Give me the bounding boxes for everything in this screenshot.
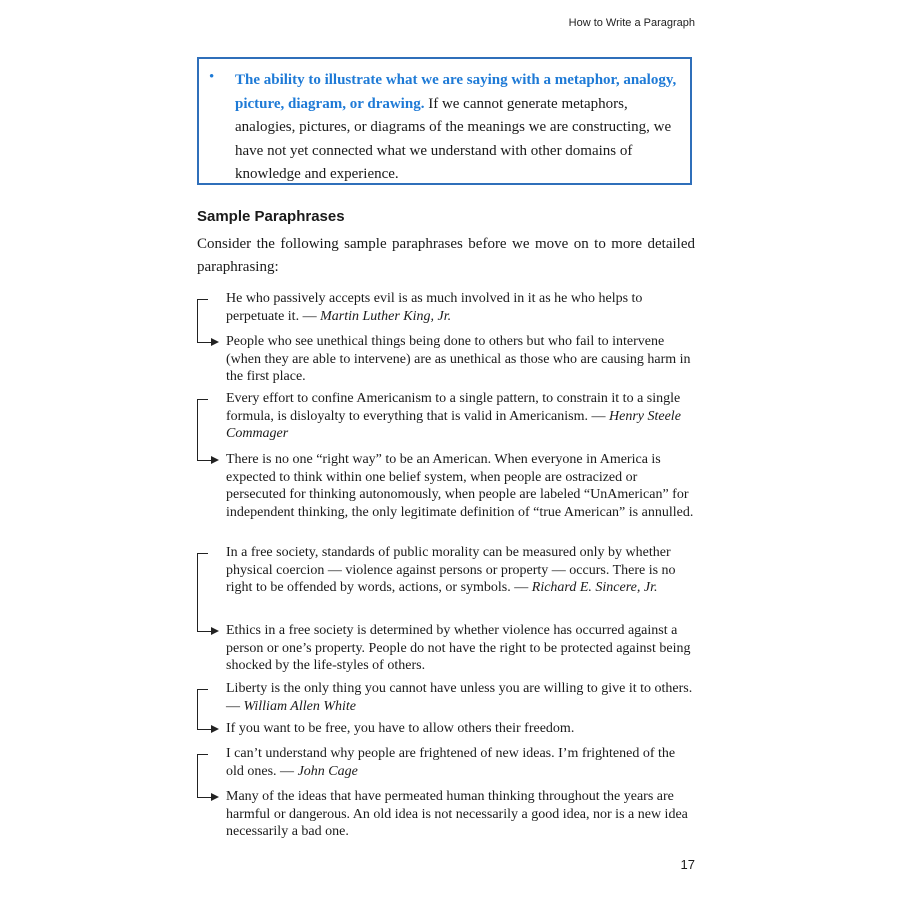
quote-text: I can’t understand why people are frightened of new ideas. I’m frightened of the old ones. — John Cage xyxy=(226,746,676,779)
paraphrase-text: There is no one “right way” to be an American. When everyone in America is expected to think within one belief system, when people are ostracized or persecuted for thinking autonomously, when people are labeled “UnAmerican” for independent thinking, the only legitimate definition of “true American” is annulled. xyxy=(226,452,694,520)
bullet-icon: • xyxy=(209,69,215,85)
paraphrase-text: Ethics in a free society is determined by whether violence has occurred against a person or one’s property. People do not have the right to be protected against being shocked by the life-styles of others. xyxy=(226,623,691,673)
quote-author: William Allen White xyxy=(243,698,357,714)
intro-paragraph: Consider the following sample paraphrases before we move on to more detailed paraphrasing: xyxy=(197,236,695,275)
quote-text: Liberty is the only thing you cannot have unless you are willing to give it to others. — William Allen White xyxy=(226,681,693,714)
bracket-line xyxy=(197,299,208,343)
quote-author: Martin Luther King, Jr. xyxy=(320,308,452,324)
quote-author: Richard E. Sincere, Jr. xyxy=(531,580,658,595)
quote-text: He who passively accepts evil is as much involved in it as he who helps to perpetuate it. — Martin Luther King, Jr. xyxy=(226,291,643,324)
paraphrase-pair xyxy=(197,680,697,740)
callout-highlight: The ability to illustrate what we are saying with a metaphor, analogy, picture, diagram, or drawing. xyxy=(235,72,677,112)
paraphrase-pair xyxy=(197,544,697,674)
paraphrase-pair xyxy=(197,290,697,384)
arrow-right-icon xyxy=(211,793,219,801)
bracket-line xyxy=(197,399,208,461)
quote-text: Every effort to confine Americanism to a single pattern, to constrain it to a single formula, is disloyalty to everything that is valid in Americanism. — Henry Steele Commager xyxy=(226,391,681,441)
paraphrase-pair xyxy=(197,390,697,540)
running-header: How to Write a Paragraph xyxy=(568,17,695,29)
callout-box xyxy=(197,57,692,185)
arrow-right-icon xyxy=(211,725,219,733)
quote-text: In a free society, standards of public morality can be measured only by whether physical coercion — violence against persons or property — occurs. There is no right to be offended by words, actions, or symbols. — Richard E. Sincere, Jr. xyxy=(226,545,676,595)
callout-text xyxy=(235,69,685,187)
callout-body: If we cannot generate metaphors, analogies, pictures, or diagrams of the meanings we are constructing, we have not yet connected what we understand with other domains of knowledge and experience. xyxy=(235,95,672,182)
bracket-line xyxy=(197,754,208,798)
section-heading: Sample Paraphrases xyxy=(197,208,345,225)
arrow-right-icon xyxy=(211,338,219,346)
paraphrase-text: Many of the ideas that have permeated human thinking throughout the years are harmful or dangerous. An old idea is not necessarily a good idea, nor is a new idea necessarily a bad one. xyxy=(226,789,688,839)
paraphrase-text: People who see unethical things being done to others but who fail to intervene (when they are able to intervene) are as unethical as those who are causing harm in the first place. xyxy=(226,334,691,384)
paraphrase-pair xyxy=(197,745,697,845)
bracket-line xyxy=(197,553,208,632)
bracket-line xyxy=(197,689,208,730)
page-number: 17 xyxy=(680,857,695,872)
quote-author: Henry Steele Commager xyxy=(226,408,681,441)
arrow-right-icon xyxy=(211,456,219,464)
arrow-right-icon xyxy=(211,627,219,635)
paraphrase-text: If you want to be free, you have to allow others their freedom. xyxy=(226,721,575,736)
quote-author: John Cage xyxy=(297,763,358,779)
